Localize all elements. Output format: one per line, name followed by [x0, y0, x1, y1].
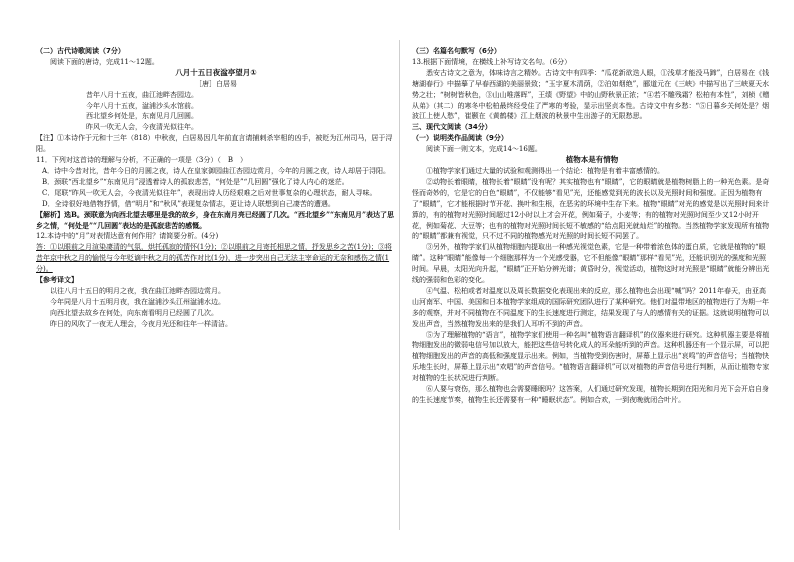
q12-answer: 答：①以眼前之月渲染凄清的气氛，烘托孤寂的情怀(1分)；②以眼前之月寄托相思之情，抒发思乡之苦(1分)；③将昔年京中秋之月的愉悦与今年贬谪中秋之月的孤苦作对比(1分)，进一步突出自己无法主宰命运的无奈和感伤之情(1分)。	[36, 243, 392, 274]
subsection-title: （一）说明类作品阅读（9分）	[412, 134, 508, 143]
option-c: C．尾联“昨风一吹无人会，今夜清光似往年”，表现出诗人历经艰难之后对世事复杂的心理状态，耐人寻味。	[42, 188, 377, 197]
question-13: 13.根据下面情境，在横线上补写诗文名句。（6分）	[412, 57, 572, 66]
option-a: A．诗中今昔对比，昔年今日的月圆之夜，诗人在皇家御园曲江杏园边赏月，今年的月圆之夜，诗人却居于浔阳。	[42, 166, 391, 175]
poem-line: 西北望乡何处是，东南见月几回圆。	[86, 112, 198, 121]
poem-line: 今年八月十五夜，湓浦沙头水馆前。	[86, 101, 198, 110]
poem-line: 昨风一吹无人会，今夜清光似往年。	[86, 123, 198, 132]
article-paragraph: ⑥人要与衰伤，那么植物也会需要睡眠吗？这答案，人们通过研究发现，植物长期到在阳光和月光下会开启自身的生长速度节奏，植物生长还需要有一种“睡眠状态”。例如合欢，一到夜晚就闭合叶片。	[412, 385, 769, 404]
article-paragraph: ⑤为了理解植物的“语言”，植物学家们使用一种名叫“植物语言翻译机”的仪器来进行研究。这种机器主要是将植物细胞发出的微弱电信号加以放大，能把这些信号转化成人的耳朵能听到的声音。这种机器还有一个显示屏，可以把植物细胞发出的声音的高低和强度显示出来。例如，当植物受到伤害时，屏幕上显示出“哀鸣”的声音信号；当植物快乐地生长时，屏幕上显示出“欢唱”的声音信号。“植物语言翻译机”可以对植物的声音信号进行判断，从而让植物专家对植物的生长状况进行判断。	[412, 330, 770, 383]
section-title: （二）古代诗歌阅读（7分）	[36, 47, 125, 55]
reference-title: 【参考译文】	[36, 276, 78, 285]
column-divider	[399, 40, 400, 530]
poem-author: ［唐］白居易	[195, 79, 237, 88]
question-12: 12.本诗中的“月”对表情达意有何作用？请简要分析。(4分)	[36, 232, 219, 241]
subsection-instruction: 阅读下面一则文本，完成14～16题。	[426, 145, 542, 154]
modern-reading-title: 三、现代文阅读（34分）	[412, 123, 492, 132]
q13-body: 悉安古诗文之意为，体味诗言之精妙。古诗文中有四季：“瓜花新欲迭人眼，①浅草才能没马蹄”，白居易在《钱塘湖春行》中描摹了早春西湖的美丽景致；“玉宇夏木清荫，②泊如烟绝”，郦道元在《三峡》中描写出了三峡夏天水势之壮；“树树皆秋色，③山山唯落晖”，王绩《野望》中的山野秋景正浓；“④若不雕残霜？松柏有本性”，刘桢《赠从弟》（其二）的寒冬中松柏最终经受住了严寒的考验，显示出坚贞本性。古诗文中有乡愁：“⑤日暮乡关何处是？烟波江上使人愁”，崔颢在《黄鹤楼》江上烟波的秋景中生出游子的无限愁思。	[412, 68, 770, 121]
reference-line: 昨日的风吹了一夜无人理会，今夜月光还和往年一样清洁。	[50, 319, 232, 328]
poem-note: 【注】①本诗作于元和十三年（818）中秋夜，白居易因几年前直言请捕刺杀宰相的凶手，被贬为江州司马，居于浔阳。	[36, 134, 393, 154]
q11-analysis: 【解析】选B。颈联意为向西北望去哪里是我的故乡，身在东南月亮已经圆了几次。“西北望乡”“东南见月”表达了思乡之情，“何处是”“几回圆”表达的是孤寂悲苦的感慨。	[36, 209, 395, 230]
article-paragraph: ④气温、松柏或者对温度以及周长数据变化表现出来的反应，那么植物也会出现“喊”吗？2011年春天，由亚高山河南军、中国、美国和日本植物学家组成的国际研究团队进行了某种研究。他们对温带地区的植物进行了为期一年多的观察，并对不同植物在不同温度下的生长速度进行测定，结果发现了与人的感情有关的证据。这就说明植物可以发出声音，当然植物发出来的是我们人耳听不到的声音。	[412, 286, 769, 328]
article-title: 植物本是有情物	[565, 155, 619, 165]
right-column	[412, 46, 772, 406]
poem-line: 昔年八月十五夜，曲江池畔杏园边。	[86, 90, 198, 99]
option-b: B．颈联“西北望乡”“东南见月”浸透着诗人的孤寂悲苦，“何处是”“几回圆”强化了诗人内心的迷茫。	[42, 177, 349, 186]
reference-line: 向西北望去故乡在何处，向东南看明月已经圆了几次。	[50, 308, 218, 317]
option-d: D．全诗很好地借物抒情，借“明月”和“秋风”表现复杂情志，更让诗人联想到自己凄苦的遭遇。	[42, 199, 335, 208]
section-3-title: （三）名篇名句默写（6分）	[412, 47, 501, 55]
left-column	[36, 46, 396, 330]
reference-line: 以往八月十五日的明月之夜，我在曲江池畔杏园边赏月。	[50, 286, 225, 295]
reference-line: 今年同是八月十五明月夜，我在湓浦沙头江州湓浦水边。	[50, 297, 225, 306]
question-11: 11．下列对这首诗的理解与分析，不正确的一项是（3分）（ B ）	[36, 156, 248, 165]
article-paragraph: ①植物学家们通过大量的试验和观测得出一个结论：植物是有着丰富感情的。	[426, 166, 664, 175]
instruction: 阅读下面的唐诗，完成11～12题。	[50, 57, 159, 66]
poem-title: 八月十五日夜湓亭望月①	[175, 67, 257, 77]
article-paragraph: ②动物长着眼睛，植物长着“眼睛”没有呢？其实植物也有“眼睛”，它的眼睛就是植物树脂上的一种光色素。是奇怪而奇妙的，它是它的白色“眼睛”，不仅能够“看见”光，还能感觉到光的波长以及光照时间和强度。正因为植物有了“眼睛”，它才能根据时节开花、换叶和生根，在恶劣的环境中生存下来。植物“眼睛”对光的感觉是以光照时间来计算的，有的植物对光照时间超过12小时以上才会开花，例如菊子，小麦等；有的植物对光照时间至少又12小时开花，例如菊花、大豆等；也有的植物对光照时间长短不敏感的“给点阳光就灿烂”的植物。当然植物学家发现所有植物的“眼睛”都兼有视觉，只不过不同的植物感光对光照的时间长短不同罢了。	[412, 177, 770, 241]
article-paragraph: ③另外，植物学家们从植物细胞内提取出一种感光视觉色素，它是一种带着浓色体的蛋白质，它就是植物的“眼睛”。这种“眼睛”能像每一个细胞那样为一个光感受器，它不但能像“眼睛”那样“看见”光，还能识别光的强度和光照时间。早晨，太阳光向升起，“眼睛”正开始分辨光谱；黄昏时分，视觉活动，植物这时对光照是“眼睛”就能分辨出光线的强弱和色彩的变化。	[412, 243, 770, 285]
